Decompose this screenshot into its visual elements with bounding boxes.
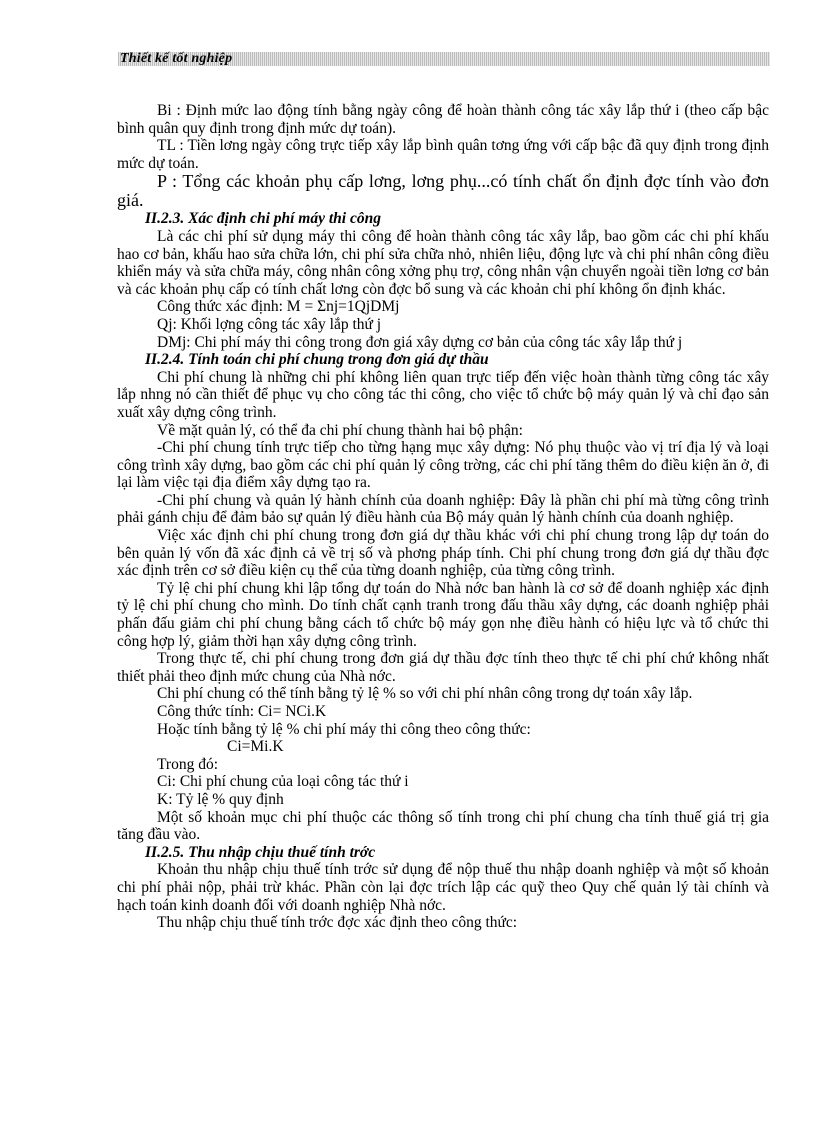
paragraph: Công thức tính: Ci= NCi.K — [157, 703, 327, 720]
paragraph: Hoặc tính bằng tỷ lệ % chi phí máy thi công theo công thức: — [157, 720, 531, 738]
paragraph: -Chi phí chung và quản lý hành chính của doanh nghiệp: Đây là phần chi phí mà từng công trình phải gánh chịu để đảm bảo sự quản lý điều hành của Bộ máy quản lý hành chính của doanh nghiệp. — [117, 491, 769, 527]
paragraph: Ci=Mi.K — [227, 738, 284, 756]
paragraph: -Chi phí chung tính trực tiếp cho từng hạng mục xây dựng: Nó phụ thuộc vào vị trí địa lý và loại công trình xây dựng, bao gồm các chi phí quản lý công trờng, các chi phí tăng thêm do điều kiện ăn ở, đi lại làm việc tại địa điểm xây dựng tạo ra. — [117, 439, 769, 492]
section-heading: II.2.4. Tính toán chi phí chung trong đơn giá dự thầu — [145, 351, 489, 369]
paragraph: Là các chi phí sử dụng máy thi công để hoàn thành công tác xây lắp, bao gồm các chi phí khấu hao cơ bản, khấu hao sửa chữa lớn, chi phí sửa chữa nhỏ, nhiên liệu, động lực và chi phí nhân công điều khiển máy và sửa chữa máy, công nhân công xởng phụ trợ, công nhân vận chuyển ngoài tiền lơng cơ bản và các khoản phụ cấp có tính chất lơng còn đợc bổ sung và các khoản chi phí không ổn định khác. — [117, 227, 769, 298]
paragraph: Về mặt quản lý, có thể đa chi phí chung thành hai bộ phận: — [157, 421, 523, 439]
paragraph: Khoản thu nhập chịu thuế tính trớc sử dụng để nộp thuế thu nhập doanh nghiệp và một số khoản chi phí phải nộp, phải trừ khác. Phần còn lại đợc trích lập các quỹ theo Quy chế quản lý tài chính và hạch toán kinh doanh đối với doanh nghiệp Nhà nớc. — [117, 861, 769, 914]
paragraph: Chi phí chung là những chi phí không liên quan trực tiếp đến việc hoàn thành từng công tác xây lắp nhng nó cần thiết để phục vụ cho công tác thi công, cho việc tổ chức bộ máy quản lý và chỉ đạo sản xuất xây dựng công trình. — [117, 368, 769, 421]
paragraph: TL : Tiền lơng ngày công trực tiếp xây lắp bình quân tơng ứng với cấp bậc đã quy định trong định mức dự toán. — [117, 137, 769, 172]
paragraph: P : Tổng các khoản phụ cấp lơng, lơng phụ...có tính chất ổn định đợc tính vào đơn giá. — [117, 171, 769, 211]
paragraph: Công thức xác định: M = Σnj=1QjDMj — [157, 298, 400, 316]
paragraph: Qj: Khối lợng công tác xây lắp thứ j — [157, 315, 382, 333]
paragraph: Ci: Chi phí chung của loại công tác thứ i — [157, 773, 409, 791]
document-body — [117, 102, 769, 932]
paragraph: Tỷ lệ chi phí chung khi lập tổng dự toán do Nhà nớc ban hành là cơ sở để doanh nghiệp xác định tỷ lệ chi phí chung cho mình. Do tính chất cạnh tranh trong đấu thầu xây dựng, các doanh nghiệp phải phấn đấu giảm chi phí chung bằng cách tổ chức bộ máy gọn nhẹ điều hành có hiệu lực và tổ chức thi công hợp lý, giảm thời hạn xây dựng công trình. — [117, 579, 769, 650]
paragraph: K: Tỷ lệ % quy định — [157, 790, 284, 808]
paragraph: DMj: Chi phí máy thi công trong đơn giá xây dựng cơ bản của công tác xây lắp thứ j — [157, 333, 683, 351]
paragraph: Trong đó: — [157, 755, 219, 773]
header-title: Thiết kế tốt nghiệp — [120, 51, 233, 66]
paragraph: Một số khoản mục chi phí thuộc các thông số tính trong chi phí chung cha tính thuế giá trị gia tăng đầu vào. — [117, 808, 769, 844]
section-heading: II.2.5. Thu nhập chịu thuế tính trớc — [145, 843, 376, 861]
paragraph: Thu nhập chịu thuế tính trớc đợc xác định theo công thức: — [157, 914, 518, 932]
paragraph: Việc xác định chi phí chung trong đơn giá dự thầu khác với chi phí chung trong lập dự toán do bên quản lý vốn đã xác định cả về trị số và phơng pháp tính. Chi phí chung trong đơn giá dự thầu đợc xác định trên cơ sở điều kiện cụ thể của từng doanh nghiệp, của từng công trình. — [117, 527, 769, 580]
paragraph: Bi : Định mức lao động tính bằng ngày công để hoàn thành công tác xây lắp thứ i (theo cấp bậc bình quân quy định trong định mức dự toán). — [117, 102, 769, 137]
paragraph: Trong thực tế, chi phí chung trong đơn giá dự thầu đợc tính theo thực tế chi phí chứ không nhất thiết phải theo định mức chung của Nhà nớc. — [117, 650, 769, 685]
paragraph: Chi phí chung có thể tính bằng tỷ lệ % so với chi phí nhân công trong dự toán xây lắp. — [157, 685, 693, 703]
section-heading: II.2.3. Xác định chi phí máy thi công — [145, 210, 381, 228]
